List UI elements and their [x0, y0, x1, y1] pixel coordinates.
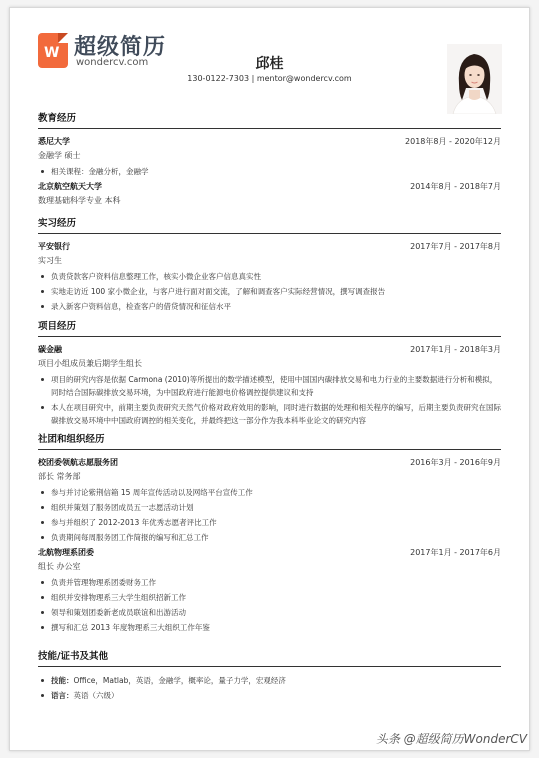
list-item: 负责并管理物理系团委财务工作: [38, 576, 501, 589]
section-title-education: 教育经历: [38, 113, 501, 129]
organization-name: 校团委领航志愿服务团: [38, 458, 118, 467]
list-item: 负责期间每周服务团工作简报的编写和汇总工作: [38, 531, 501, 544]
section-title-projects: 项目经历: [38, 321, 501, 337]
list-item: 参与并组织了 2012-2013 年优秀志愿者评比工作: [38, 516, 501, 529]
list-item: 负责贷款客户资料信息整理工作，核实小微企业客户信息真实性: [38, 270, 501, 283]
candidate-name: 邱桂: [255, 56, 284, 72]
profile-photo: [447, 44, 502, 114]
watermark-text: 头条 @超级简历WonderCV: [375, 732, 527, 746]
bullet-list: [38, 674, 501, 702]
date-range: 2016年3月 - 2016年9月: [410, 458, 501, 467]
resume-page: [9, 7, 530, 751]
date-range: 2017年1月 - 2017年6月: [410, 548, 501, 557]
role-text: 组长 办公室: [38, 562, 81, 571]
logo-brand-text: 超级简历: [74, 35, 167, 60]
internship-section: [38, 218, 501, 315]
logo-icon: W: [38, 33, 68, 68]
list-item: 参与并讨论紫荆信箱 15 周年宣传活动以及网络平台宣传工作: [38, 486, 501, 499]
list-item: 相关课程：金融分析，金融学: [38, 165, 501, 178]
degree-text: 金融学 硕士: [38, 151, 81, 160]
list-item: 录入新客户资料信息，检查客户的借贷情况和征信水平: [38, 300, 501, 313]
list-item: 组织并安排物理系三大学生组织招新工作: [38, 591, 501, 604]
list-item: 项目的研究内容是依据 Carmona (2010)等所提出的数学描述模型，使用中国国内碳排放交易和电力行业的主要数据进行分析和模拟，同时结合国际碳排放交易环境，为中国政府进行能源电价格调控提供建议和支持: [38, 373, 501, 399]
bullet-list: [38, 165, 501, 178]
skills-section: [38, 651, 501, 704]
contact-info: 130-0122-7303 | mentor@wondercv.com: [187, 74, 352, 83]
language-item: [38, 689, 501, 702]
education-entry-header: [38, 180, 501, 194]
logo-url-text: wondercv.com: [76, 57, 149, 68]
activity-entry-header: [38, 456, 501, 470]
section-title-internship: 实习经历: [38, 218, 501, 234]
date-range: 2018年8月 - 2020年12月: [405, 137, 501, 146]
bullet-list: [38, 486, 501, 544]
section-title-activities: 社团和组织经历: [38, 434, 501, 450]
date-range: 2014年8月 - 2018年7月: [410, 182, 501, 191]
school-name: 北京航空航天大学: [38, 182, 102, 191]
list-item: 实地走访近 100 家小微企业，与客户进行面对面交流，了解和调查客户实际经营情况，撰写调查报告: [38, 285, 501, 298]
projects-section: [38, 321, 501, 429]
role-text: 实习生: [38, 256, 62, 265]
activities-section: [38, 434, 501, 636]
organization-name: 北航物理系团委: [38, 548, 94, 557]
language-value: 英语（六级）: [73, 691, 119, 700]
role-text: 项目小组成员兼后期学生组长: [38, 359, 142, 368]
skill-value: Office，Matlab，英语，金融学，概率论，量子力学，宏观经济: [73, 676, 286, 685]
company-name: 平安银行: [38, 242, 70, 251]
language-label: 语言：: [51, 691, 74, 700]
list-item: 本人在项目研究中，前期主要负责研究天然气价格对政府效用的影响，同时进行数据的处理和相关程序的编写，后期主要负责研究在国际碳排放交易环境中中国政府调控的相关变化，并最终把这一部分作为我本科毕业论文的研究内容: [38, 401, 501, 427]
internship-entry-header: [38, 240, 501, 254]
education-entry-header: [38, 135, 501, 149]
activity-entry-header: [38, 546, 501, 560]
list-item: 撰写和汇总 2013 年度物理系三大组织工作年鉴: [38, 621, 501, 634]
date-range: 2017年1月 - 2018年3月: [410, 345, 501, 354]
skill-item: [38, 674, 501, 687]
date-range: 2017年7月 - 2017年8月: [410, 242, 501, 251]
project-name: 碳金融: [38, 345, 62, 354]
section-title-skills: 技能/证书及其他: [38, 651, 501, 667]
role-text: 部长 常务部: [38, 472, 81, 481]
education-section: [38, 113, 501, 208]
list-item: 领导和策划团委新老成员联谊和出游活动: [38, 606, 501, 619]
bullet-list: [38, 270, 501, 313]
degree-text: 数理基础科学专业 本科: [38, 196, 121, 205]
bullet-list: [38, 373, 501, 427]
school-name: 悉尼大学: [38, 137, 70, 146]
bullet-list: [38, 576, 501, 634]
list-item: 组织并策划了服务团成员五一志愿活动计划: [38, 501, 501, 514]
skill-label: 技能：: [51, 676, 74, 685]
project-entry-header: [38, 343, 501, 357]
